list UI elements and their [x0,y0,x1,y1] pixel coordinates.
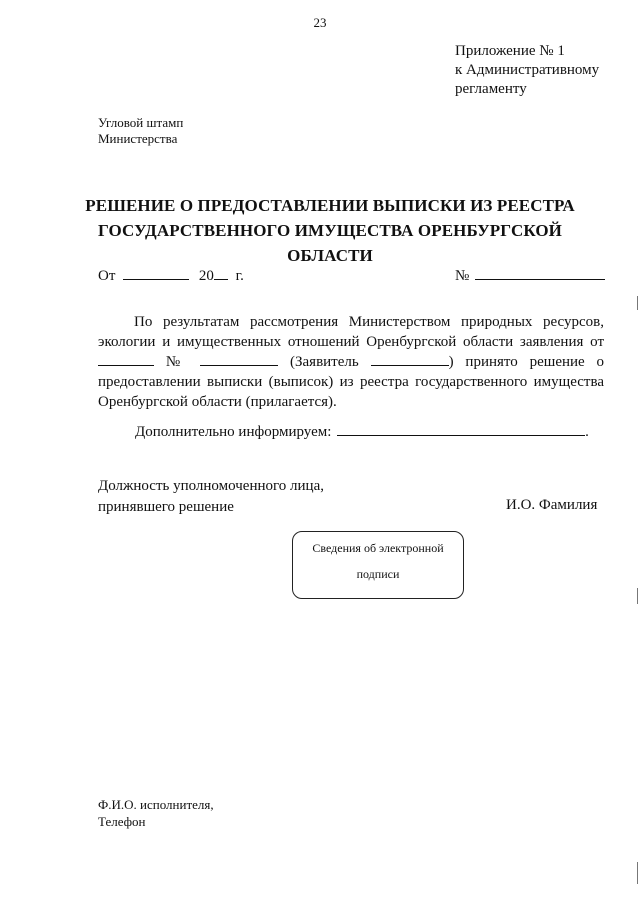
application-date-blank [98,352,154,366]
document-title [60,193,600,268]
electronic-signature-box [292,531,464,599]
additional-info-line [135,421,589,441]
year-suffix: г. [235,268,244,284]
corner-stamp-note [98,115,183,147]
signature-box-line-2: подписи [356,567,400,581]
number-sign: № [455,268,470,284]
executor-line-1: Ф.И.О. исполнителя, [98,797,214,812]
stamp-line-1: Угловой штамп [98,115,184,130]
date-day-month-blank [123,265,189,280]
additional-blank [337,421,585,436]
applicant-blank [371,352,449,366]
appendix-note [455,42,599,99]
decision-body [98,312,604,412]
title-line-2: ГОСУДАРСТВЕННОГО ИМУЩЕСТВА ОРЕНБУРГСКОЙ ОБЛАСТИ [98,221,562,265]
appendix-line-2: к Административному [455,62,600,78]
additional-label: Дополнительно информируем: [135,424,332,440]
edge-scan-mark [637,296,638,310]
edge-scan-mark [637,862,638,884]
appendix-line-1: Приложение № 1 [455,43,565,59]
executor-line-2: Телефон [98,814,146,829]
year-prefix: 20 [198,268,214,284]
page-number: 23 [313,15,327,30]
body-part-1: По результатам рассмотрения Министерством природных ресурсов, экологии и имущественных отношений Оренбургской области заявления от [98,314,604,350]
edge-scan-mark [637,588,638,604]
body-part-2: ) принято решение о предоставлении выписки (выписок) из реестра государственного имущества Оренбургской области (прилагается). [98,354,605,410]
additional-end: . [585,424,589,440]
title-line-1: РЕШЕНИЕ О ПРЕДОСТАВЛЕНИИ ВЫПИСКИ ИЗ РЕЕСТРА [85,196,575,215]
stamp-line-2: Министерства [98,131,178,146]
application-number-blank [200,352,278,366]
number-blank [475,265,605,280]
applicant-open: (Заявитель [290,354,359,370]
appendix-line-3: регламенту [455,81,527,97]
official-line-2: принявшего решение [98,499,234,515]
date-prefix: От [98,268,116,284]
number-line [455,265,605,285]
year-blank [214,265,228,280]
signature-box-line-1: Сведения об электронной [312,541,444,555]
executor-info [98,796,214,830]
date-line [98,265,244,285]
official-name: И.О. Фамилия [506,497,598,513]
official-line-1: Должность уполномоченного лица, [98,478,324,494]
official-position [98,476,324,518]
body-number-sign: № [165,354,189,370]
